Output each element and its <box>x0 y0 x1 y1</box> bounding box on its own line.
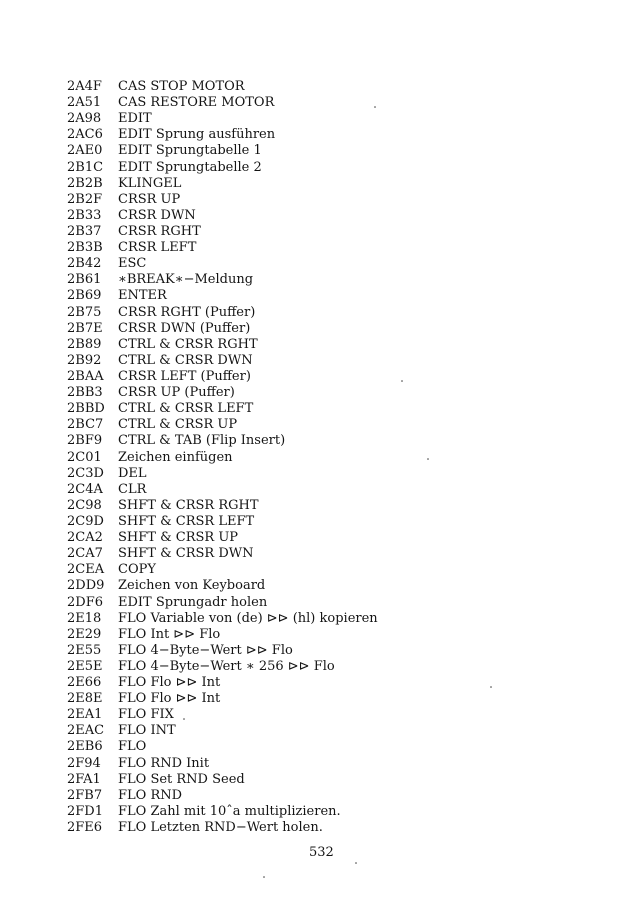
address: 2B33 <box>67 207 102 223</box>
description: FLO <box>118 739 147 755</box>
description: FLO Flo ⊳⊳ Int <box>118 675 221 691</box>
address: 2E29 <box>67 626 102 642</box>
listing-row <box>67 659 567 675</box>
description: CTRL & CRSR RGHT <box>118 336 258 352</box>
description: FLO Int ⊳⊳ Flo <box>118 626 221 642</box>
listing-row <box>67 305 567 321</box>
address: 2C4A <box>67 481 103 497</box>
description: CAS STOP MOTOR <box>118 79 245 94</box>
address: 2B92 <box>67 352 102 368</box>
description: CRSR DWN <box>118 207 196 223</box>
description: CTRL & CRSR UP <box>118 417 238 433</box>
scan-speck <box>183 718 185 720</box>
listing-row <box>67 498 567 514</box>
listing-row <box>67 772 567 788</box>
scan-speck <box>263 876 265 878</box>
description: FLO FIX <box>118 707 174 723</box>
description: COPY <box>118 562 156 578</box>
listing-row <box>67 417 567 433</box>
description: CRSR RGHT (Puffer) <box>118 304 256 320</box>
listing-row <box>67 224 567 240</box>
description: DEL <box>118 465 147 481</box>
listing-row <box>67 192 567 208</box>
scan-speck <box>374 106 376 108</box>
address: 2E55 <box>67 642 102 658</box>
listing-row <box>67 127 567 143</box>
listing-row <box>67 627 567 643</box>
address: 2E66 <box>67 675 102 691</box>
description: FLO Zahl mit 10ˆa multiplizieren. <box>118 803 341 819</box>
address: 2BB3 <box>67 385 103 401</box>
scan-speck <box>490 686 492 688</box>
address: 2B69 <box>67 288 102 304</box>
address: 2C01 <box>67 449 102 465</box>
description: FLO Set RND Seed <box>118 771 245 787</box>
description: FLO Variable von (de) ⊳⊳ (hl) kopieren <box>118 610 378 626</box>
address: 2AC6 <box>67 127 103 143</box>
description: EDIT <box>118 111 152 127</box>
address: 2B2F <box>67 191 103 207</box>
listing-row <box>67 176 567 192</box>
listing-row <box>67 466 567 482</box>
description: CTRL & CRSR LEFT <box>118 401 254 417</box>
listing-row <box>67 337 567 353</box>
description: CRSR LEFT <box>118 240 197 256</box>
description: CRSR RGHT <box>118 223 201 239</box>
listing-row <box>67 450 567 466</box>
listing-row <box>67 611 567 627</box>
listing-row <box>67 208 567 224</box>
listing-row <box>67 143 567 159</box>
address: 2B61 <box>67 272 102 288</box>
listing-row <box>67 562 567 578</box>
description: FLO RND Init <box>118 755 210 771</box>
listing-row <box>67 256 567 272</box>
description: SHFT & CRSR LEFT <box>118 513 255 529</box>
listing-row <box>67 723 567 739</box>
listing-row <box>67 95 567 111</box>
listing-row <box>67 385 567 401</box>
address: 2BAA <box>67 368 104 384</box>
address: 2AE0 <box>67 143 103 159</box>
address: 2A98 <box>67 111 102 127</box>
address: 2B1C <box>67 159 104 175</box>
address: 2B2B <box>67 175 103 191</box>
listing-row <box>67 691 567 707</box>
listing-row <box>67 401 567 417</box>
listing-row <box>67 111 567 127</box>
description: CRSR UP (Puffer) <box>118 385 235 401</box>
description: EDIT Sprungtabelle 1 <box>118 143 262 159</box>
description: CTRL & TAB (Flip Insert) <box>118 433 286 449</box>
listing-row <box>67 578 567 594</box>
listing-row <box>67 79 567 95</box>
listing-row <box>67 369 567 385</box>
listing-row <box>67 804 567 820</box>
description: Zeichen einfügen <box>118 449 233 465</box>
listing-row <box>67 788 567 804</box>
description: SHFT & CRSR UP <box>118 530 239 546</box>
address: 2B3B <box>67 240 103 256</box>
description: CAS RESTORE MOTOR <box>118 95 275 111</box>
description: SHFT & CRSR DWN <box>118 546 254 562</box>
address: 2E5E <box>67 658 103 674</box>
address: 2DD9 <box>67 578 105 594</box>
description: EDIT Sprungadr holen <box>118 594 268 610</box>
address: 2B7E <box>67 320 103 336</box>
description: ENTER <box>118 288 167 304</box>
description: FLO RND <box>118 787 183 803</box>
address: 2E8E <box>67 691 103 707</box>
page-number: 532 <box>309 845 334 860</box>
listing-row <box>67 272 567 288</box>
listing-row <box>67 739 567 755</box>
description: CLR <box>118 481 147 497</box>
address: 2B37 <box>67 223 102 239</box>
address: 2CA2 <box>67 530 103 546</box>
listing-row <box>67 160 567 176</box>
listing-row <box>67 288 567 304</box>
description: EDIT Sprung ausführen <box>118 127 276 143</box>
description: FLO 4−Byte−Wert ⊳⊳ Flo <box>118 642 293 658</box>
description: KLINGEL <box>118 175 182 191</box>
description: ∗BREAK∗−Meldung <box>118 272 254 288</box>
address: 2CEA <box>67 562 105 578</box>
address: 2C98 <box>67 497 102 513</box>
address: 2FB7 <box>67 787 103 803</box>
address: 2EB6 <box>67 739 103 755</box>
address: 2B89 <box>67 336 102 352</box>
listing-row <box>67 433 567 449</box>
description: ESC <box>118 256 147 272</box>
address: 2F94 <box>67 755 101 771</box>
address: 2EA1 <box>67 707 103 723</box>
address: 2C9D <box>67 513 104 529</box>
address: 2C3D <box>67 465 104 481</box>
description: FLO Letzten RND−Wert holen. <box>118 820 323 836</box>
address: 2FD1 <box>67 803 103 819</box>
address: 2A4F <box>67 79 102 94</box>
listing-row <box>67 820 567 836</box>
listing-row <box>67 482 567 498</box>
address: 2BF9 <box>67 433 103 449</box>
address: 2EAC <box>67 723 105 739</box>
scan-speck <box>427 458 429 460</box>
description: Zeichen von Keyboard <box>118 578 266 594</box>
address: 2B42 <box>67 256 102 272</box>
description: EDIT Sprungtabelle 2 <box>118 159 262 175</box>
address: 2FA1 <box>67 771 101 787</box>
listing-row <box>67 707 567 723</box>
address: 2BBD <box>67 401 105 417</box>
description: CRSR DWN (Puffer) <box>118 320 251 336</box>
listing-row <box>67 756 567 772</box>
address: 2CA7 <box>67 546 103 562</box>
address: 2BC7 <box>67 417 104 433</box>
description: CRSR LEFT (Puffer) <box>118 368 251 384</box>
description: FLO Flo ⊳⊳ Int <box>118 691 221 707</box>
address: 2DF6 <box>67 594 103 610</box>
address: 2A51 <box>67 95 102 111</box>
listing-row <box>67 530 567 546</box>
description: FLO 4−Byte−Wert ∗ 256 ⊳⊳ Flo <box>118 658 335 674</box>
listing-row <box>67 546 567 562</box>
description: CTRL & CRSR DWN <box>118 352 253 368</box>
listing-row <box>67 240 567 256</box>
listing-row <box>67 675 567 691</box>
scan-speck <box>401 380 403 382</box>
address: 2FE6 <box>67 820 103 836</box>
description: SHFT & CRSR RGHT <box>118 497 259 513</box>
listing-row <box>67 643 567 659</box>
listing-row <box>67 595 567 611</box>
address-listing <box>67 79 567 836</box>
description: CRSR UP <box>118 191 181 207</box>
address: 2B75 <box>67 304 102 320</box>
listing-row <box>67 514 567 530</box>
address: 2E18 <box>67 610 102 626</box>
listing-row <box>67 353 567 369</box>
listing-row <box>67 321 567 337</box>
description: FLO INT <box>118 723 176 739</box>
scan-speck <box>355 862 357 864</box>
